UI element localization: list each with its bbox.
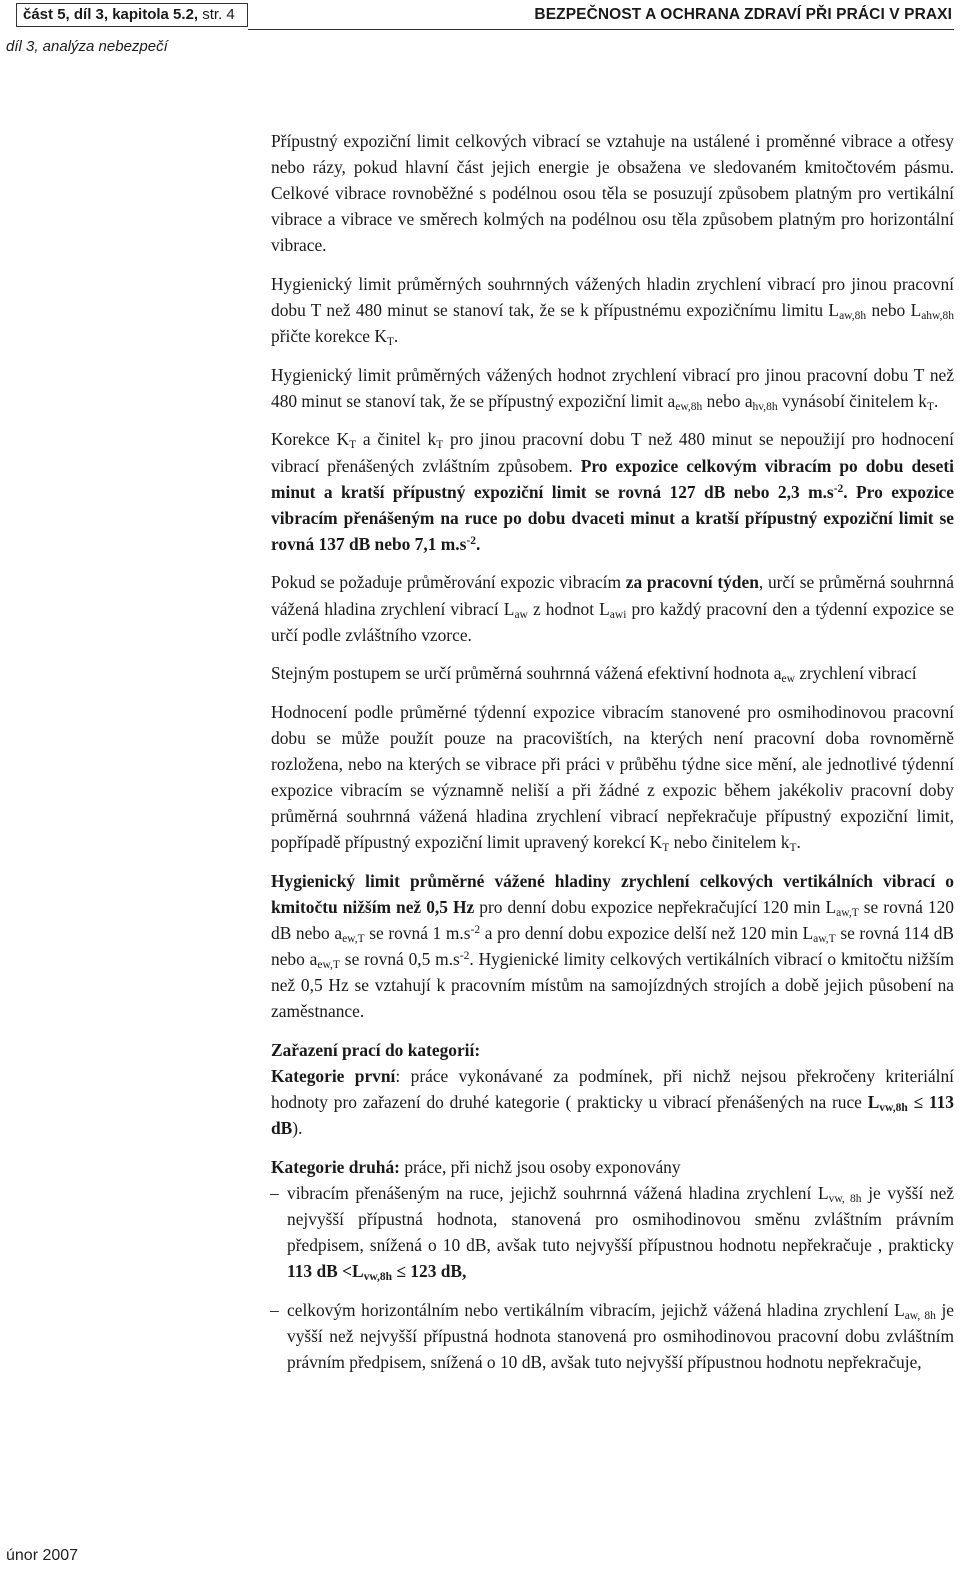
- paragraph-3: Hygienický limit průměrných vážených hodnot zrychlení vibrací pro jinou pracovní dobu T než 480 minut se stanoví tak, že se přípustný expoziční limit $a_{ew,8h}$ nebo $a_{hv,8h}$ vynásobí činitelem $k_T$.: [271, 364, 954, 413]
- paragraph-8: Hygienický limit průměrné vážené hladiny zrychlení celkových vertikálních vibrací o kmitočtu nižším než 0,5 Hz pro denní dobu expozice nepřekračující 120 $\min L_{aw,T}$ se rovná 120 dB nebo $a_{ew,T}$ se rovná 1 $m.s^{-2}$ a pro denní dobu expozice delší než 120 $\min L_{aw,T}$ se rovná 114 dB nebo $a_{ew,T}$ se rovná 0,5 $m.s^{-2}$. Hygienické limity celkových vertikálních vibrací o kmitočtu nižším než 0,5 Hz se vztahují k pracovním místům na samojízdných strojích a době jejich působení na zaměstnance.: [271, 870, 955, 1022]
- paragraph-5: Pokud se požaduje průměrování expozic vibracím za pracovní týden, určí se průměrná souhrnná vážená hladina zrychlení vibrací $L_{aw}$ z hodnot $L_{awi}$ pro každý pracovní den a týdenní expozice se určí podle zvláštního vzorce.: [271, 572, 955, 645]
- paragraph-7: Hodnocení podle průměrné týdenní expozice vibracím stanovené pro osmihodinovou pracovní dobu se může použít pouze na pracovištích, na kterých není pracovní doba rovnoměrně rozložena, nebo na kterých se vibrace při práci v průběhu týdne sice mění, ale jednotlivé týdenní expozice vibracím se významně neliší a při žádné z expozic během jakékoliv pracovní doby průměrná souhrnná vážená hladina zrychlení vibrací nepřekračuje přípustný expoziční limit, popřípadě přípustný expoziční limit upravený korekcí $K_T$ nebo činitelem $k_T$.: [271, 701, 954, 855]
- category-second-item-1: – vibracím přenášeným na ruce, jejichž souhrnná vážená hladina zrychlení $L_{vw, 8h}$ je vyšší než nejvyšší přípustná hodnota, stanovená pro osmihodinovou směnu zvláštním právním předpisem, snížená o 10 dB, avšak tuto nejvyšší přípustnou hodnotu nepřekračuje , prakticky 113 dB $<L_{vw,8h} \le 123$ dB,: [271, 1180, 954, 1284]
- section-subtitle: díl 3, analýza nebezpečí: [6, 38, 168, 55]
- paragraph-4: Korekce $K_T$ a činitel $k_T$ pro jinou pracovní dobu T než 480 minut se nepoužijí pro hodnocení vibrací přenášených zvláštním způsobem. Pro expozice celkovým vibracím po dobu deseti minut a kratší přípustný expoziční limit se rovná 127 dB nebo 2,3 $m.s^{-2}$. Pro expozice vibracím přenášeným na ruce po dobu dvaceti minut a kratší přípustný expoziční limit se rovná 137 dB nebo 7,1 $m.s^{-2}$.: [271, 429, 954, 554]
- category-second: Kategorie druhá: práce, při nichž jsou osoby exponovány: [271, 1156, 681, 1177]
- category-first: Kategorie první: práce vykonávané za podmínek, při nichž nejsou překročeny kriteriální hodnoty pro zařazení do druhé kategorie ( prakticky u vibrací přenášených na ruce $L_{vw,8h} \le 113$ dB).: [271, 1066, 954, 1139]
- paragraph-6: Stejným postupem se určí průměrná souhrnná vážená efektivní hodnota $a_{ew}$ zrychlení vibrací: [271, 663, 917, 686]
- dash-bullet: –: [270, 1182, 279, 1203]
- categories-heading: Zařazení prací do kategorií:: [271, 1039, 481, 1060]
- paragraph-2: Hygienický limit průměrných souhrnných vážených hladin zrychlení vibrací pro jinou pracovní dobu T než 480 minut se stanoví tak, že se k přípustnému expozičnímu limitu $L_{aw,8h}$ nebo $L_{ahw,8h}$ přičte korekce $K_T$.: [271, 273, 954, 349]
- publication-title: BEZPEČNOST A OCHRANA ZDRAVÍ PŘI PRÁCI V PRAXI: [534, 6, 952, 23]
- paragraph-1: Přípustný expoziční limit celkových vibrací se vztahuje na ustálené i proměnné vibrace a otřesy nebo rázy, pokud hlavní část jejich energie je obsažena ve sledovaném kmitočtovém pásmu. Celkové vibrace rovnoběžné s podélnou osou těla se posuzují způsobem platným pro vertikální vibrace a vibrace ve směrech kolmých na podélnou osu těla způsobem platným pro horizontální vibrace.: [271, 131, 954, 256]
- issue-date: únor 2007: [6, 1547, 79, 1564]
- section-label: část 5, díl 3, kapitola 5.2,: [23, 6, 199, 23]
- section-reference: [16, 3, 248, 27]
- category-second-item-2: – celkovým horizontálním nebo vertikálním vibracím, jejichž vážená hladina zrychlení $L_{aw, 8h}$ je vyšší než nejvyšší přípustná hodnota stanovená pro osmihodinovou pracovní dobu zvláštním právním předpisem, snížená o 10 dB, avšak tuto nejvyšší přípustnou hodnotu nepřekračuje,: [271, 1297, 954, 1375]
- page-body: [271, 128, 954, 1388]
- header-rule: [248, 29, 954, 30]
- dash-bullet: –: [270, 1299, 279, 1320]
- page-number: str. 4: [202, 6, 235, 23]
